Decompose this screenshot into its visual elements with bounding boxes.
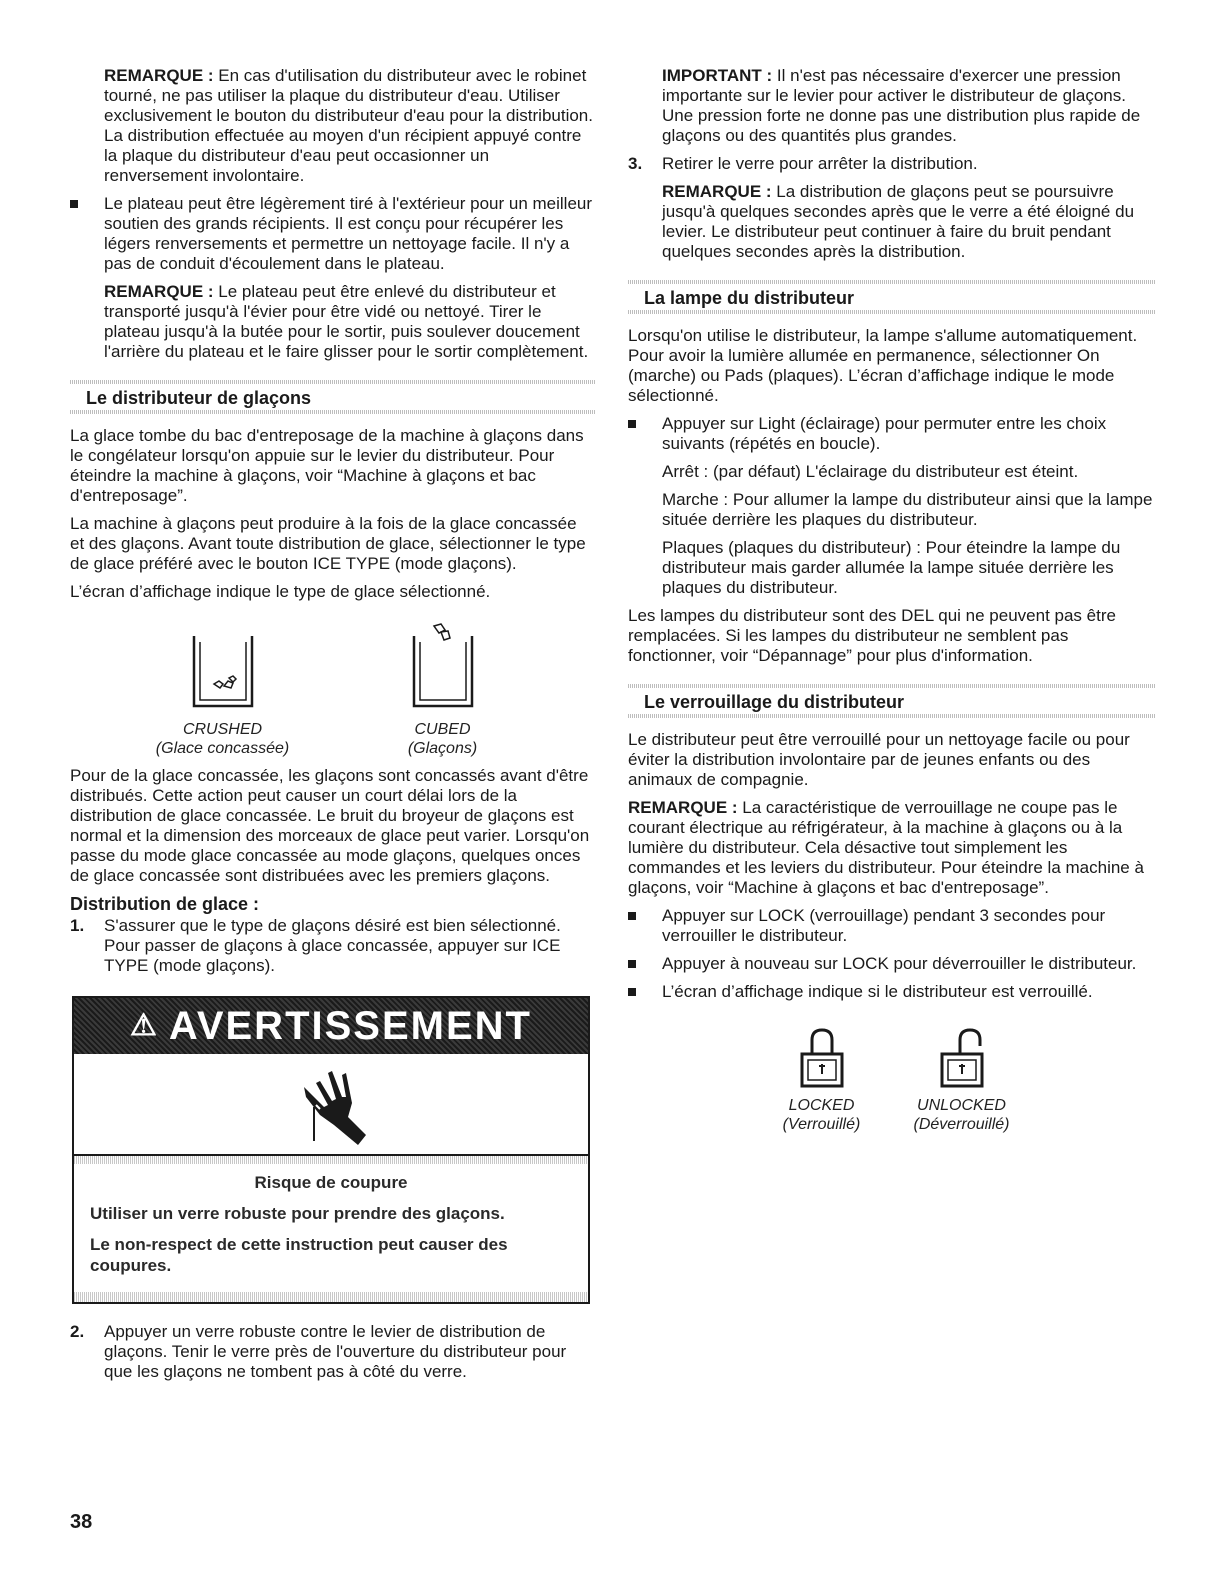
section-heading-ice-dispenser bbox=[70, 380, 595, 414]
warning-divider bbox=[74, 1156, 588, 1164]
bullet-square-icon bbox=[70, 200, 78, 208]
unlocked-padlock-icon bbox=[932, 1026, 992, 1090]
ice-type-icons bbox=[70, 622, 595, 758]
bullet-square-icon bbox=[628, 912, 636, 920]
bullet-text: Appuyer sur LOCK (verrouillage) pendant 3 secondes pour verrouiller le distributeur. bbox=[662, 906, 1106, 945]
bullet-text: Le plateau peut être légèrement tiré à l'extérieur pour un meilleur soutien des grands récipients. Il est conçu pour récupérer les légers renversements et permettre un nettoyage facile. Il n'y a pas de conduit d'écoulement dans le plateau. bbox=[104, 194, 593, 273]
icon-sublabel: (Verrouillé) bbox=[782, 1116, 861, 1133]
section-heading-dispenser-lock bbox=[628, 684, 1155, 718]
section-title: Le distributeur de glaçons bbox=[86, 388, 312, 408]
icon-label: CRUSHED bbox=[182, 721, 263, 738]
note-paragraph bbox=[70, 66, 595, 186]
bullet-text: L’écran d’affichage indique si le distributeur est verrouillé. bbox=[662, 982, 1093, 1001]
important-key: IMPORTANT : bbox=[662, 66, 773, 85]
warning-box bbox=[72, 996, 590, 1304]
right-column bbox=[628, 66, 1155, 1142]
step-item bbox=[70, 916, 595, 976]
warning-triangle-icon: ⚠ bbox=[130, 1009, 159, 1042]
icon-sublabel: (Glace concassée) bbox=[155, 740, 290, 757]
bullet-item bbox=[628, 982, 1155, 1002]
icon-label: CUBED bbox=[414, 721, 471, 738]
step-text: S'assurer que le type de glaçons désiré est bien sélectionné. Pour passer de glaçons à glace concassée, appuyer sur ICE TYPE (mode glaçons). bbox=[104, 916, 561, 975]
warning-body bbox=[74, 1164, 588, 1292]
warning-header bbox=[74, 998, 588, 1054]
heading-rule bbox=[628, 280, 1155, 284]
cut-hand-icon bbox=[286, 1059, 376, 1149]
light-option: Arrêt : (par défaut) L'éclairage du distributeur est éteint. bbox=[662, 462, 1079, 481]
bullet-text: Appuyer sur Light (éclairage) pour permuter entre les choix suivants (répétés en boucle). bbox=[662, 414, 1107, 453]
locked-icon-cell bbox=[762, 1026, 882, 1134]
section-heading-dispenser-light bbox=[628, 280, 1155, 314]
heading-rule bbox=[628, 684, 1155, 688]
icon-sublabel: (Déverrouillé) bbox=[913, 1116, 1010, 1133]
bullet-square-icon bbox=[628, 420, 636, 428]
left-column bbox=[70, 66, 595, 1390]
bullet-text: Appuyer à nouveau sur LOCK pour déverrouiller le distributeur. bbox=[662, 954, 1137, 973]
note-key: REMARQUE : bbox=[104, 282, 214, 301]
note-paragraph bbox=[70, 282, 595, 362]
step-number: 2. bbox=[70, 1322, 85, 1341]
crushed-ice-cup-icon bbox=[188, 622, 258, 712]
step-text: Appuyer un verre robuste contre le levier de distribution de glaçons. Tenir le verre près de l'ouverture du distributeur pour que les glaçons ne tombent pas à côté du verre. bbox=[104, 1322, 567, 1381]
warning-title: AVERTISSEMENT bbox=[168, 1004, 532, 1048]
icon-label: LOCKED bbox=[788, 1097, 855, 1114]
unlocked-icon-cell bbox=[902, 1026, 1022, 1134]
important-paragraph bbox=[628, 66, 1155, 146]
crushed-icon-cell bbox=[148, 622, 298, 758]
icon-label: UNLOCKED bbox=[917, 1097, 1006, 1114]
note-key: REMARQUE : bbox=[662, 182, 772, 201]
bullet-item bbox=[628, 906, 1155, 946]
note-text: En cas d'utilisation du distributeur avec le robinet tourné, ne pas utiliser la plaque du distributeur d'eau. Utiliser exclusivement le bouton du distributeur d'eau pour la distribution. La distribution effectuée au moyen d'un récipient appuyé contre la plaque du distributeur d'eau peut occasionner un renversement involontaire. bbox=[104, 66, 593, 185]
locked-padlock-icon bbox=[792, 1026, 852, 1090]
note-paragraph bbox=[628, 798, 1155, 898]
step-text: Retirer le verre pour arrêter la distribution. bbox=[662, 154, 978, 173]
bullet-item bbox=[628, 954, 1155, 974]
body-paragraph: Pour de la glace concassée, les glaçons sont concassés avant d'être distribués. Cette action peut causer un court délai lors de la distribution de glace concassée. Le bruit du broyeur de glaçons est normal et la dimension des morceaux de glace peut varier. Lorsqu'on passe du mode glace concassée au mode glaçons, quelques onces de glace concassée sont distribuées avec les premiers glaçons. bbox=[70, 766, 590, 885]
light-option: Marche : Pour allumer la lampe du distributeur ainsi que la lampe située derrière les plaques du distributeur. bbox=[662, 490, 1153, 529]
body-paragraph: Les lampes du distributeur sont des DEL qui ne peuvent pas être remplacées. Si les lampes du distributeur ne semblent pas fonctionner, voir “Dépannage” pour plus d'information. bbox=[628, 606, 1116, 665]
icon-sublabel: (Glaçons) bbox=[407, 740, 478, 757]
bullet-item bbox=[70, 194, 595, 274]
body-paragraph: La glace tombe du bac d'entreposage de la machine à glaçons dans le congélateur lorsqu'on appuie sur le levier du distributeur. Pour éteindre la machine à glaçons, voir “Machine à glaçons et bac d'entreposage”. bbox=[70, 426, 584, 505]
subsection-title: Distribution de glace : bbox=[70, 894, 260, 914]
note-text: Le plateau peut être enlevé du distributeur et transporté jusqu'à l'évier pour être vidé ou nettoyé. Tirer le plateau jusqu'à la butée pour le sortir, puis soulever doucement l'arrière du plateau et le faire glisser pour le sortir complètement. bbox=[104, 282, 589, 361]
body-paragraph: Lorsqu'on utilise le distributeur, la lampe s'allume automatiquement. Pour avoir la lumière allumée en permanence, sélectionner On (marche) ou Pads (plaques). L’écran d’affichage indique le mode sélectionné. bbox=[628, 326, 1138, 405]
heading-rule bbox=[628, 310, 1155, 314]
warning-instruction: Utiliser un verre robuste pour prendre des glaçons. bbox=[90, 1204, 505, 1223]
light-option: Plaques (plaques du distributeur) : Pour éteindre la lampe du distributeur mais garder allumée la lampe située derrière les plaques du distributeur. bbox=[662, 538, 1121, 597]
note-key: REMARQUE : bbox=[628, 798, 738, 817]
note-key: REMARQUE : bbox=[104, 66, 214, 85]
warning-footer bbox=[74, 1292, 588, 1302]
warning-pictogram bbox=[74, 1054, 588, 1156]
note-paragraph bbox=[628, 182, 1155, 262]
page-number: 38 bbox=[70, 1511, 93, 1533]
bullet-square-icon bbox=[628, 960, 636, 968]
step-number: 3. bbox=[628, 154, 643, 173]
step-item bbox=[70, 1322, 595, 1382]
lock-icons bbox=[628, 1026, 1155, 1134]
heading-rule bbox=[70, 410, 595, 414]
heading-rule bbox=[628, 714, 1155, 718]
warning-consequence: Le non-respect de cette instruction peut causer des coupures. bbox=[90, 1235, 508, 1275]
cubed-icon-cell bbox=[368, 622, 518, 758]
cubed-ice-cup-icon bbox=[408, 622, 478, 712]
bullet-square-icon bbox=[628, 988, 636, 996]
step-item bbox=[628, 154, 1155, 174]
warning-risk: Risque de coupure bbox=[254, 1173, 408, 1192]
bullet-item bbox=[628, 414, 1155, 454]
step-number: 1. bbox=[70, 916, 85, 935]
body-paragraph: Le distributeur peut être verrouillé pour un nettoyage facile ou pour éviter la distribution involontaire par de jeunes enfants ou des animaux de compagnie. bbox=[628, 730, 1130, 789]
important-text: Il n'est pas nécessaire d'exercer une pression importante sur le levier pour activer le distributeur de glaçons. Une pression forte ne donne pas une distribution plus rapide de glaçons ou des quantités plus grandes. bbox=[662, 66, 1141, 145]
section-title: La lampe du distributeur bbox=[644, 288, 855, 308]
heading-rule bbox=[70, 380, 595, 384]
note-text: La caractéristique de verrouillage ne coupe pas le courant électrique au réfrigérateur, à la machine à glaçons ou à la lumière du distributeur. Cela désactive tout simplement les commandes et les leviers du distributeur. Pour éteindre la machine à glaçons, voir “Machine à glaçons et bac d'entreposage”. bbox=[628, 798, 1144, 897]
body-paragraph: L’écran d’affichage indique le type de glace sélectionné. bbox=[70, 582, 491, 601]
section-title: Le verrouillage du distributeur bbox=[644, 692, 905, 712]
note-text: La distribution de glaçons peut se poursuivre jusqu'à quelques secondes après que le verre a été éloigné du levier. Le distributeur peut continuer à faire du bruit pendant quelques secondes après la distribution. bbox=[662, 182, 1135, 261]
body-paragraph: La machine à glaçons peut produire à la fois de la glace concassée et des glaçons. Avant toute distribution de glace, sélectionner le type de glace préféré avec le bouton ICE TYPE (mode glaçons). bbox=[70, 514, 586, 573]
